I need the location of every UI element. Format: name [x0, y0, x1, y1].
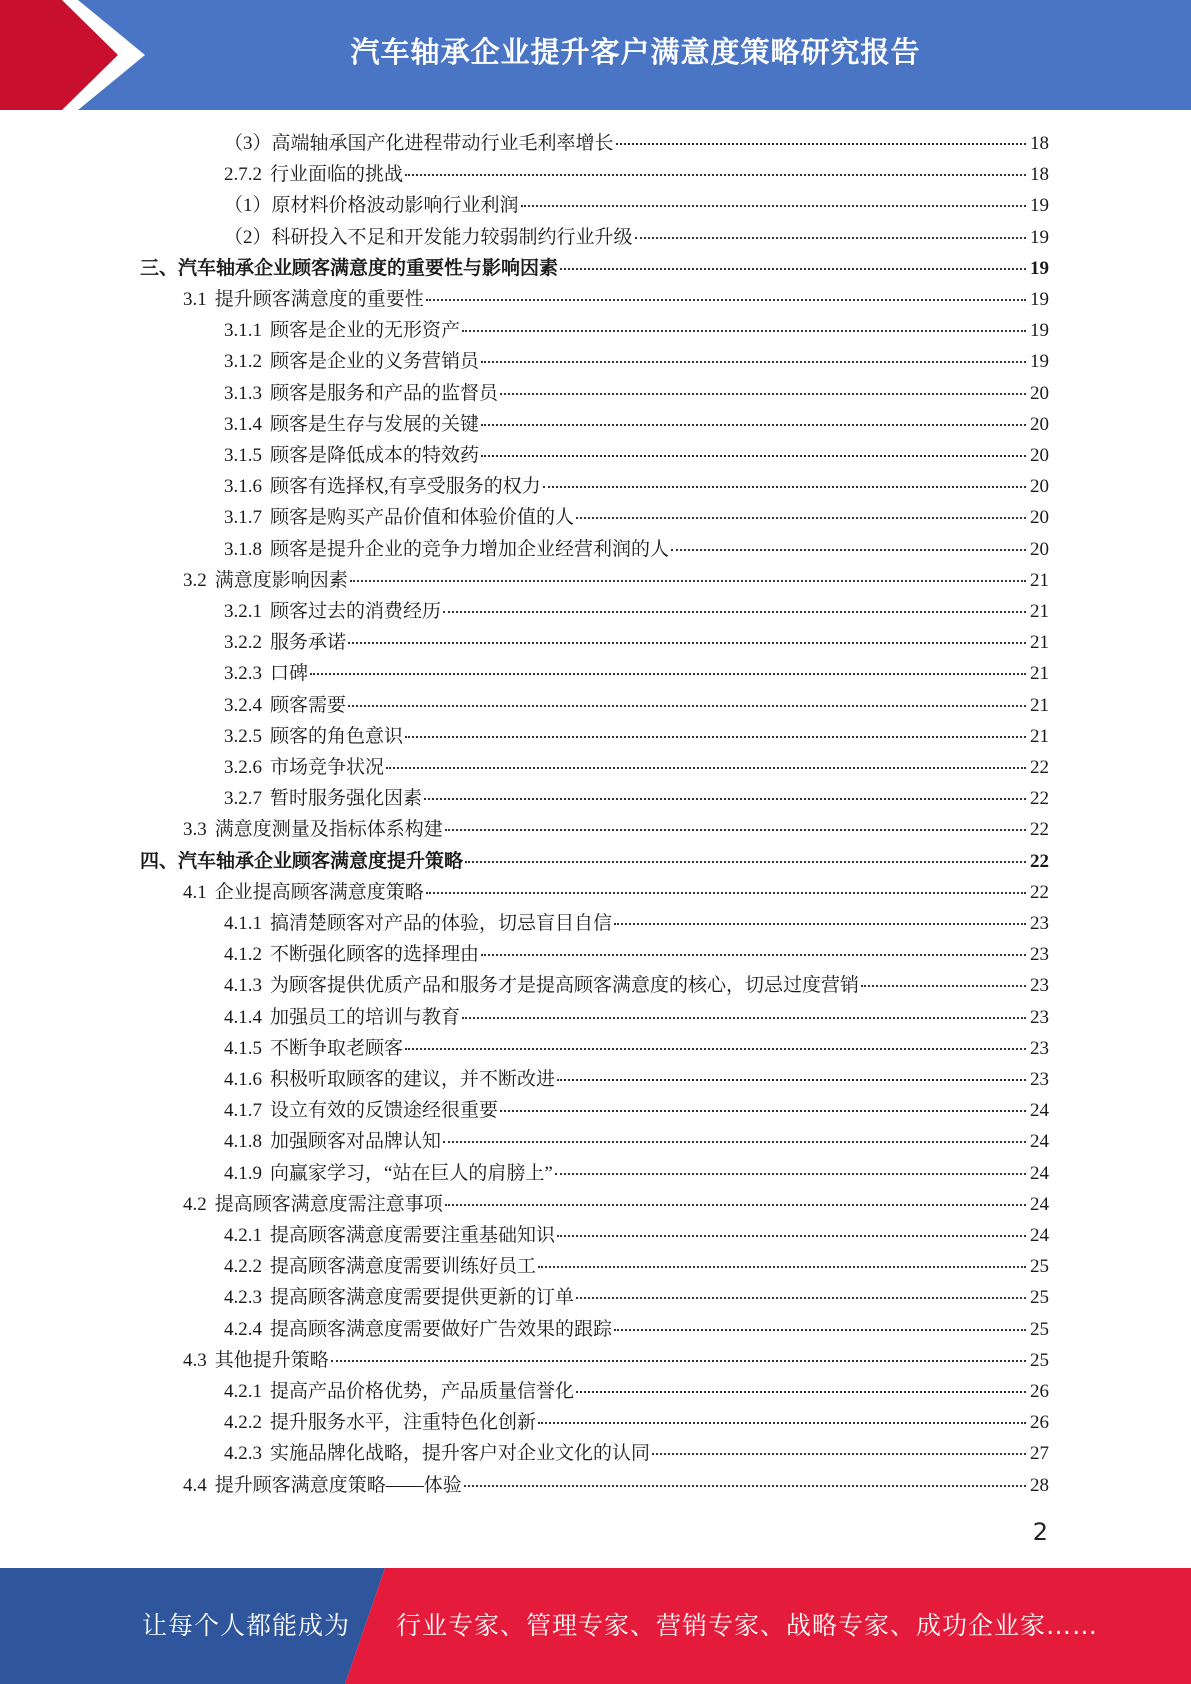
toc-entry-number: 4.1.8 [224, 1131, 262, 1153]
toc-entry-title: 提高产品价格优势，产品质量信誉化 [270, 1381, 575, 1402]
report-title: 汽车轴承企业提升客户满意度策略研究报告 [350, 35, 921, 69]
toc-entry[interactable] [224, 721, 1049, 752]
toc-entry-number: 4.1.5 [224, 1037, 262, 1059]
toc-entry[interactable] [224, 1033, 1049, 1064]
toc-entry-page: 20 [1030, 382, 1049, 404]
toc-dot-leader [426, 892, 1026, 894]
toc-entry[interactable] [224, 378, 1049, 409]
toc-entry[interactable] [224, 409, 1049, 440]
toc-entry-title: 暂时服务强化因素 [270, 788, 423, 810]
toc-entry-number: 3.2.7 [224, 788, 262, 810]
toc-entry-number: 4.4 [183, 1474, 207, 1496]
toc-entry-title: （1）原材料价格波动影响行业利润 [224, 195, 519, 217]
toc-entry[interactable] [224, 440, 1049, 471]
toc-entry-page: 18 [1030, 164, 1049, 186]
toc-dot-leader [557, 1235, 1026, 1237]
toc-entry-title: 顾客是服务和产品的监督员 [270, 382, 499, 404]
toc-entry-page: 19 [1030, 351, 1049, 373]
toc-entry-title: （3）高端轴承国产化进程带动行业毛利率增长 [224, 133, 614, 154]
toc-entry[interactable] [183, 1345, 1049, 1376]
toc-dot-leader [348, 705, 1026, 707]
toc-entry-title: 提升服务水平，注重特色化创新 [270, 1412, 537, 1434]
toc-entry[interactable] [183, 814, 1049, 845]
toc-entry-page: 24 [1030, 1193, 1049, 1215]
toc-dot-leader [614, 1329, 1026, 1331]
toc-entry-page: 23 [1030, 1037, 1049, 1059]
toc-dot-leader [538, 1266, 1026, 1268]
toc-entry-page: 21 [1030, 725, 1049, 747]
toc-entry-title: 搞清楚顾客对产品的体验，切忌盲目自信 [270, 913, 613, 934]
toc-dot-leader [405, 736, 1026, 738]
toc-entry[interactable] [224, 658, 1049, 689]
toc-entry-number: 3.2.3 [224, 663, 262, 685]
toc-entry-page: 26 [1030, 1381, 1049, 1402]
toc-entry[interactable] [140, 253, 1049, 284]
toc-dot-leader [445, 829, 1026, 831]
toc-entry-number: 4.1 [183, 881, 207, 903]
toc-entry-page: 23 [1030, 913, 1049, 934]
toc-entry-title: 提高顾客满意度需要注重基础知识 [270, 1225, 556, 1246]
toc-entry-title: 顾客的角色意识 [270, 725, 404, 747]
toc-entry-title: 四、汽车轴承企业顾客满意度提升策略 [140, 850, 464, 872]
toc-entry-number: 4.1.7 [224, 1100, 262, 1122]
toc-dot-leader [350, 580, 1026, 582]
toc-entry[interactable] [224, 939, 1049, 970]
toc-entry-page: 19 [1030, 195, 1049, 217]
footer-slogan-right: 行业专家、管理专家、营销专家、战略专家、成功企业家…… [396, 1611, 1099, 1640]
toc-dot-leader [481, 361, 1026, 363]
toc-entry-number: 3.3 [183, 819, 207, 841]
toc-entry-title: 顾客是购买产品价值和体验价值的人 [270, 507, 575, 529]
toc-dot-leader [331, 1360, 1026, 1362]
toc-entry-title: 提高顾客满意度需要做好广告效果的跟踪 [270, 1318, 613, 1340]
toc-dot-leader [543, 486, 1026, 488]
toc-dot-leader [464, 1485, 1026, 1487]
toc-entry[interactable] [224, 908, 1049, 939]
toc-entry-title: 顾客有选择权,有享受服务的权力 [270, 476, 541, 498]
toc-entry[interactable] [224, 1220, 1049, 1251]
toc-entry[interactable] [224, 222, 1049, 253]
toc-dot-leader [500, 1110, 1026, 1112]
toc-dot-leader [560, 268, 1026, 270]
toc-entry-number: 3.2.1 [224, 601, 262, 622]
toc-entry-page: 20 [1030, 507, 1049, 529]
toc-entry-title: 口碑 [270, 663, 309, 685]
toc-entry-number: 3.2 [183, 569, 207, 591]
toc-entry-number: 3.2.4 [224, 694, 262, 716]
toc-entry[interactable] [224, 1158, 1049, 1189]
toc-entry-number: 3.1.8 [224, 538, 262, 560]
toc-entry-title: 提高顾客满意度需注意事项 [214, 1193, 443, 1215]
toc-entry-number: 4.2.3 [224, 1287, 262, 1309]
toc-dot-leader [426, 299, 1026, 301]
toc-entry-page: 23 [1030, 1006, 1049, 1028]
toc-dot-leader [462, 330, 1026, 332]
toc-entry-page: 24 [1030, 1162, 1049, 1184]
toc-entry-page: 19 [1030, 226, 1049, 248]
toc-entry[interactable] [224, 534, 1049, 565]
toc-entry[interactable] [224, 1438, 1049, 1469]
toc-entry-title: 不断争取老顾客 [270, 1037, 404, 1059]
toc-dot-leader [614, 923, 1026, 925]
toc-entry[interactable] [224, 502, 1049, 533]
toc-dot-leader [443, 1141, 1026, 1143]
toc-entry-title: 顾客是生存与发展的关键 [270, 413, 480, 435]
footer-slogan-left: 让每个人都能成为 [142, 1611, 351, 1640]
toc-entry-number: 4.1.2 [224, 944, 262, 966]
toc-dot-leader [445, 1204, 1026, 1206]
toc-entry-title: 为顾客提供优质产品和服务才是提高顾客满意度的核心，切忌过度营销 [270, 975, 860, 997]
toc-entry-title: 行业面临的挑战 [270, 164, 404, 186]
toc-entry-number: 3.1 [183, 289, 207, 310]
page-header [0, 0, 1191, 110]
toc-entry-title: 加强员工的培训与教育 [270, 1006, 461, 1028]
toc-entry-number: 3.1.2 [224, 351, 262, 373]
toc-entry-page: 19 [1030, 257, 1049, 279]
page-number: 2 [1032, 1518, 1048, 1546]
toc-entry[interactable] [224, 1064, 1049, 1095]
toc-dot-leader [500, 393, 1026, 395]
toc-entry[interactable] [224, 315, 1049, 346]
toc-entry-title: 设立有效的反馈途经很重要 [270, 1100, 499, 1122]
toc-entry[interactable] [224, 627, 1049, 658]
toc-entry-title: 向赢家学习，“站在巨人的肩膀上” [270, 1162, 553, 1184]
toc-entry-number: 3.2.5 [224, 725, 262, 747]
toc-entry-page: 22 [1030, 881, 1049, 903]
toc-entry-number: 4.1.1 [224, 913, 262, 934]
toc-entry-number: 4.2.2 [224, 1256, 262, 1278]
toc-entry-page: 25 [1030, 1349, 1049, 1371]
toc-entry-page: 18 [1030, 133, 1049, 154]
toc-entry-number: 3.2.2 [224, 632, 262, 654]
toc-dot-leader [424, 798, 1026, 800]
toc-dot-leader [386, 767, 1026, 769]
toc-entry-number: 2.7.2 [224, 164, 262, 186]
toc-entry-page: 27 [1030, 1443, 1049, 1465]
toc-entry-page: 20 [1030, 445, 1049, 466]
toc-entry-number: 4.1.4 [224, 1006, 262, 1028]
toc-entry-number: 4.2 [183, 1193, 207, 1215]
toc-entry[interactable] [183, 1470, 1049, 1501]
toc-dot-leader [576, 1297, 1026, 1299]
toc-entry[interactable] [224, 596, 1049, 627]
toc-entry-title: 实施品牌化战略，提升客户对企业文化的认同 [270, 1443, 651, 1465]
toc-entry-page: 22 [1030, 819, 1049, 841]
toc-entry-page: 19 [1030, 320, 1049, 342]
toc-entry-page: 25 [1030, 1318, 1049, 1340]
toc-entry[interactable] [183, 877, 1049, 908]
toc-entry-page: 22 [1030, 850, 1049, 872]
toc-entry-title: 三、汽车轴承企业顾客满意度的重要性与影响因素 [140, 257, 559, 279]
toc-entry-number: 4.2.4 [224, 1318, 262, 1340]
toc-entry-page: 19 [1030, 289, 1049, 310]
toc-entry[interactable] [183, 565, 1049, 596]
toc-entry-title: 提升顾客满意度策略——体验 [214, 1474, 462, 1496]
toc-dot-leader [576, 517, 1026, 519]
toc-entry-title: 提高顾客满意度需要提供更新的订单 [270, 1287, 575, 1309]
toc-entry-title: 顾客是企业的义务营销员 [270, 351, 480, 373]
toc-entry-title: 顾客是提升企业的竞争力增加企业经营利润的人 [270, 538, 670, 560]
toc-entry[interactable] [224, 690, 1049, 721]
toc-entry[interactable] [183, 284, 1049, 315]
toc-entry[interactable] [224, 190, 1049, 221]
toc-entry-title: 顾客过去的消费经历 [270, 601, 442, 622]
toc-entry-title: 满意度影响因素 [214, 569, 348, 591]
toc-dot-leader [465, 861, 1026, 863]
toc-entry-page: 23 [1030, 975, 1049, 997]
toc-entry-page: 26 [1030, 1412, 1049, 1434]
toc-entry[interactable] [224, 1407, 1049, 1438]
toc-entry[interactable] [224, 1095, 1049, 1126]
toc-entry-number: 4.1.6 [224, 1069, 262, 1090]
toc-dot-leader [671, 549, 1026, 551]
toc-entry-title: 满意度测量及指标体系构建 [214, 819, 443, 841]
toc-entry-number: 3.1.4 [224, 413, 262, 435]
toc-dot-leader [405, 1048, 1026, 1050]
toc-entry-page: 22 [1030, 757, 1049, 778]
toc-dot-leader [481, 954, 1026, 956]
toc-entry-number: 3.1.6 [224, 476, 262, 498]
toc-entry-page: 24 [1030, 1100, 1049, 1122]
toc-dot-leader [555, 1173, 1026, 1175]
toc-entry-title: 企业提高顾客满意度策略 [214, 881, 424, 903]
toc-dot-leader [481, 424, 1026, 426]
toc-entry[interactable] [140, 846, 1049, 877]
toc-entry-number: 3.1.1 [224, 320, 262, 342]
toc-entry-page: 21 [1030, 663, 1049, 685]
toc-entry-title: 顾客是企业的无形资产 [270, 320, 461, 342]
toc-entry-title: 顾客需要 [270, 694, 347, 716]
toc-entry-page: 25 [1030, 1287, 1049, 1309]
toc-entry[interactable] [224, 783, 1049, 814]
toc-entry-page: 20 [1030, 538, 1049, 560]
toc-entry-title: 加强顾客对品牌认知 [270, 1131, 442, 1153]
toc-dot-leader [652, 1453, 1026, 1455]
toc-entry-number: 3.1.3 [224, 382, 262, 404]
toc-entry-number: 4.1.9 [224, 1162, 262, 1184]
toc-entry-title: 积极听取顾客的建议，并不断改进 [270, 1069, 556, 1090]
toc-entry-page: 23 [1030, 944, 1049, 966]
toc-entry-number: 4.2.1 [224, 1225, 262, 1246]
toc-entry-page: 20 [1030, 413, 1049, 435]
toc-dot-leader [348, 642, 1026, 644]
toc-dot-leader [616, 143, 1026, 145]
toc-entry-page: 22 [1030, 788, 1049, 810]
toc-entry[interactable] [224, 970, 1049, 1001]
toc-entry[interactable] [224, 752, 1049, 783]
toc-entry[interactable] [224, 1251, 1049, 1282]
toc-entry-title: 服务承诺 [270, 632, 347, 654]
toc-entry[interactable] [224, 471, 1049, 502]
toc-entry-title: 其他提升策略 [214, 1349, 329, 1371]
toc-entry[interactable] [224, 1002, 1049, 1033]
toc-dot-leader [310, 673, 1026, 675]
toc-entry-page: 21 [1030, 694, 1049, 716]
toc-entry[interactable] [224, 159, 1049, 190]
toc-entry[interactable] [224, 1282, 1049, 1313]
toc-entry-page: 25 [1030, 1256, 1049, 1278]
toc-entry-title: 不断强化顾客的选择理由 [270, 944, 480, 966]
toc-entry-number: 4.3 [183, 1349, 207, 1371]
toc-entry[interactable] [224, 1314, 1049, 1345]
toc-dot-leader [481, 455, 1026, 457]
toc-dot-leader [861, 985, 1026, 987]
toc-entry-page: 20 [1030, 476, 1049, 498]
toc-entry-number: 3.1.7 [224, 507, 262, 529]
toc-dot-leader [538, 1422, 1026, 1424]
toc-entry-number: 4.2.3 [224, 1443, 262, 1465]
toc-dot-leader [521, 205, 1026, 207]
toc-entry-page: 24 [1030, 1131, 1049, 1153]
toc-entry-number: 4.2.1 [224, 1381, 262, 1402]
toc-dot-leader [405, 174, 1026, 176]
toc-entry-title: 市场竞争状况 [270, 757, 385, 778]
toc-dot-leader [635, 237, 1026, 239]
toc-dot-leader [557, 1079, 1026, 1081]
toc-entry-page: 21 [1030, 569, 1049, 591]
toc-entry-title: 顾客是降低成本的特效药 [270, 445, 480, 466]
toc-entry-page: 24 [1030, 1225, 1049, 1246]
page-footer [0, 1568, 1191, 1684]
toc-entry-title: 提高顾客满意度需要训练好员工 [270, 1256, 537, 1278]
toc-entry-title: （2）科研投入不足和开发能力较弱制约行业升级 [224, 226, 633, 248]
toc-entry-number: 4.1.3 [224, 975, 262, 997]
toc-entry[interactable] [224, 1126, 1049, 1157]
toc-entry-number: 3.1.5 [224, 445, 262, 466]
toc-entry[interactable] [224, 1376, 1049, 1407]
toc-entry[interactable] [224, 346, 1049, 377]
toc-entry-page: 21 [1030, 601, 1049, 622]
toc-entry-page: 23 [1030, 1069, 1049, 1090]
toc-entry[interactable] [183, 1189, 1049, 1220]
toc-entry-number: 4.2.2 [224, 1412, 262, 1434]
toc-dot-leader [462, 1017, 1026, 1019]
toc-entry-number: 3.2.6 [224, 757, 262, 778]
toc-entry-page: 28 [1030, 1474, 1049, 1496]
toc-entry-title: 提升顾客满意度的重要性 [214, 289, 424, 310]
toc-dot-leader [576, 1391, 1026, 1393]
toc-dot-leader [443, 611, 1026, 613]
toc-entry-page: 21 [1030, 632, 1049, 654]
toc-entry[interactable] [224, 128, 1049, 159]
